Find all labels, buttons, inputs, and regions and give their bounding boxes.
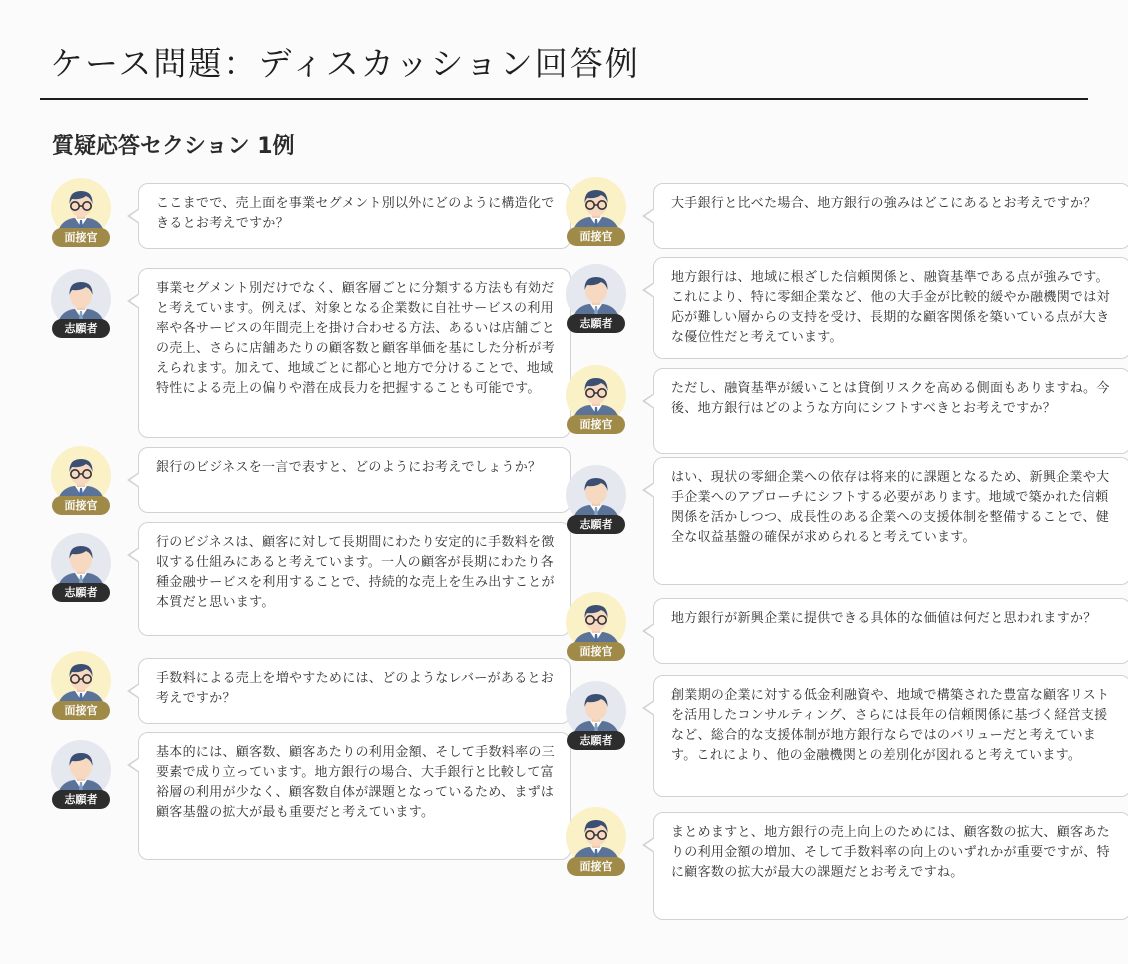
interviewer-role-badge: 面接官: [567, 227, 625, 246]
interviewer-role-badge: 面接官: [567, 642, 625, 661]
title-divider: [40, 98, 1088, 100]
candidate-speech-bubble: 行のビジネスは、顧客に対して長期間にわたり安定的に手数料を徴収する仕組みにあると考えています。一人の顧客が長期にわたり各種金融サービスを利用することで、持続的な売上を生み出すことが本質だと思います。: [138, 522, 571, 636]
candidate-role-badge: 志願者: [52, 790, 110, 809]
candidate-speech-bubble: はい、現状の零細企業への依存は将来的に課題となるため、新興企業や大手企業へのアプローチにシフトする必要があります。地域で築かれた信頼関係を活かしつつ、成長性のある企業への支援体制を整備することで、健全な収益基盤の確保が求められると考えています。: [653, 457, 1128, 585]
interviewer-speech-bubble: 手数料による売上を増やすためには、どのようなレバーがあるとお考えですか？: [138, 658, 571, 724]
interviewer-role-badge: 面接官: [52, 496, 110, 515]
candidate-speech-bubble: 事業セグメント別だけでなく、顧客層ごとに分類する方法も有効だと考えています。例えば、対象となる企業数に自社サービスの利用率や各サービスの年間売上を掛け合わせる方法、あるいは店舗ごとの売上、さらに店舗あたりの顧客数と顧客単価を基にした分析が考えられます。加えて、地域ごとに都心と地方で分けることで、地域特性による売上の偏りや潜在成長力を把握することも可能です。: [138, 268, 571, 438]
candidate-role-badge: 志願者: [52, 583, 110, 602]
section-title: 質疑応答セクション 1例: [52, 134, 295, 159]
interviewer-role-badge: 面接官: [567, 415, 625, 434]
interviewer-speech-bubble: 大手銀行と比べた場合、地方銀行の強みはどこにあるとお考えですか？: [653, 183, 1128, 249]
page-title: ケース問題：ディスカッション回答例: [50, 44, 640, 83]
candidate-role-badge: 志願者: [567, 314, 625, 333]
interviewer-speech-bubble: ここまでで、売上面を事業セグメント別以外にどのように構造化できるとお考えですか？: [138, 183, 571, 249]
interviewer-speech-bubble: 地方銀行が新興企業に提供できる具体的な価値は何だと思われますか？: [653, 598, 1128, 664]
candidate-speech-bubble: 地方銀行は、地域に根ざした信頼関係と、融資基準である点が強みです。これにより、特に零細企業など、他の大手金が比較的緩やか融機関では対応が難しい層からの支持を受け、長期的な顧客関係を築いている点が大きな優位性だと考えています。: [653, 257, 1128, 359]
interviewer-speech-bubble: まとめますと、地方銀行の売上向上のためには、顧客数の拡大、顧客あたりの利用金額の増加、そして手数料率の向上のいずれかが重要ですが、特に顧客数の拡大が最大の課題だとお考えですね。: [653, 812, 1128, 920]
candidate-speech-bubble: 基本的には、顧客数、顧客あたりの利用金額、そして手数料率の三要素で成り立っています。地方銀行の場合、大手銀行と比較して富裕層の利用が少なく、顧客数自体が課題となっているため、まずは顧客基盤の拡大が最も重要だと考えています。: [138, 732, 571, 860]
candidate-role-badge: 志願者: [567, 515, 625, 534]
interviewer-speech-bubble: 銀行のビジネスを一言で表すと、どのようにお考えでしょうか？: [138, 447, 571, 513]
interviewer-role-badge: 面接官: [52, 228, 110, 247]
candidate-role-badge: 志願者: [52, 319, 110, 338]
interviewer-role-badge: 面接官: [567, 857, 625, 876]
interviewer-speech-bubble: ただし、融資基準が緩いことは貸倒リスクを高める側面もありますね。今後、地方銀行はどのような方向にシフトすべきとお考えですか？: [653, 368, 1128, 454]
interviewer-role-badge: 面接官: [52, 701, 110, 720]
candidate-role-badge: 志願者: [567, 731, 625, 750]
candidate-speech-bubble: 創業期の企業に対する低金利融資や、地域で構築された豊富な顧客リストを活用したコンサルティング、さらには長年の信頼関係に基づく経営支援など、総合的な支援体制が地方銀行ならではのバリューだと考えています。これにより、他の金融機関との差別化が図れると考えています。: [653, 675, 1128, 797]
